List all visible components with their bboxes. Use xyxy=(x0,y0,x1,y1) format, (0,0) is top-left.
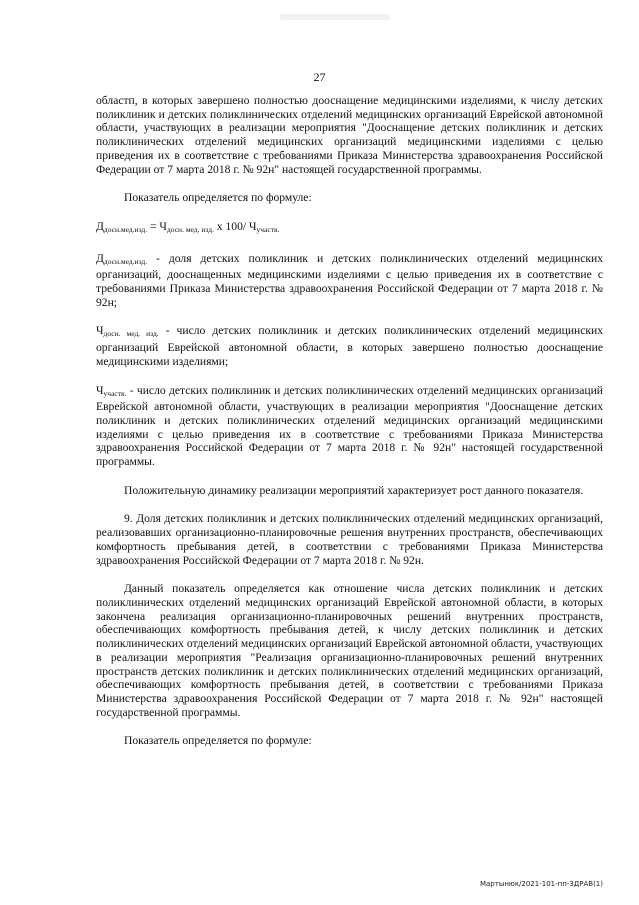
definition-d xyxy=(96,252,603,310)
formula-eq: = Ч xyxy=(147,219,167,233)
definition-uch-sub: участв. xyxy=(103,388,127,398)
definition-uch-text: - число детских поликлиник и детских поликлинических отделений медицинских организаций Еврейской автономной области, участвующих в реализации мероприятия "Дооснащение детских поликлиник и детских поликлинических отделений медицинских организаций медицинскими изделиями с целью приведения их в соответствие с требованиями Приказа Министерства здравоохранения Российской Федерации от 7 марта 2018 г. № 92н" настоящей государственной программы. xyxy=(96,383,603,469)
definition-d-symbol: Д xyxy=(96,251,104,265)
scan-mark xyxy=(280,14,390,20)
definition-uch xyxy=(96,384,603,469)
page-number: 27 xyxy=(313,70,326,84)
formula-intro-2: Показатель определяется по формуле: xyxy=(124,734,312,748)
indicator-9-heading: 9. Доля детских поликлиник и детских поликлинических отделений медицинских организаций, реализовавших организационно-планировочные решения внутренних пространств, обеспечивающих комфортность пребывания детей, в соответствии с требованиями Приказа Министерства здравоохранения Российской Федерации от 7 марта 2018 г. № 92н. xyxy=(96,512,603,567)
formula xyxy=(96,220,603,237)
document-body xyxy=(96,94,603,748)
definition-ch-symbol: Ч xyxy=(96,324,104,338)
formula-mid: х 100/ Ч xyxy=(213,219,257,233)
definition-d-text: - доля детских поликлиник и детских поликлинических отделений медицинских организаций, дооснащенных медицинскими изделиями с целью приведения их в соответствие с требованиями Приказа Министерства здравоохранения Российской Федерации от 7 марта 2018 г. № 92н; xyxy=(96,251,603,309)
document-footer: Мартынюк/2021-101-пп-ЗДРАВ(1) xyxy=(479,880,603,888)
formula-sub-ch: досн. мед. изд. xyxy=(166,224,214,234)
dynamics-paragraph: Положительную динамику реализации мероприятий характеризует рост данного показателя. xyxy=(124,483,584,497)
definition-d-sub: досн.мед.изд. xyxy=(103,256,148,266)
formula-sub-d: досн.мед.изд. xyxy=(103,224,148,234)
paragraph-continuation: областп, в которых завершено полностью дооснащение медицинскими изделиями, к числу детских поликлиник и детских поликлинических отделений медицинских организаций Еврейской автономной области, участвующих в реализации мероприятия "Дооснащение детских поликлиник и детских поликлинических отделений медицинских организаций медицинскими изделиями с целью приведения их в соответствие с требованиями Приказа Министерства здравоохранения Российской Федерации от 7 марта 2018 г. № 92н" настоящей государственной программы. xyxy=(96,94,603,176)
formula-intro: Показатель определяется по формуле: xyxy=(124,191,312,205)
definition-uch-symbol: Ч xyxy=(96,383,104,397)
definition-ch-text: - число детских поликлиник и детских поликлинических отделений медицинских организаций Еврейской автономной области, в которых завершено полностью дооснащение медицинскими изделиями; xyxy=(96,324,604,368)
formula-sub-uch: участв. xyxy=(256,224,280,234)
formula-symbol-d: Д xyxy=(96,219,104,233)
indicator-9-description: Данный показатель определяется как отношение числа детских поликлиник и детских поликлинических отделений медицинских организаций Еврейской автономной области, в которых закончена реализация организационно-планировочных решений внутренних пространств, обеспечивающих комфортность пребывания детей, к числу детских поликлиник и детских поликлинических отделений медицинских организаций Еврейской автономной области, участвующих в реализации мероприятия "Реализация организационно-планировочных решений внутренних пространств детских поликлиник и детских поликлинических отделений медицинских организаций, обеспечивающих комфортность пребывания детей, в соответствии с требованиями Приказа Министерства здравоохранения Российской Федерации от 7 марта 2018 г. № 92н" настоящей государственной программы. xyxy=(96,582,603,719)
definition-ch xyxy=(96,324,603,368)
definition-ch-sub: досн. мед. изд. xyxy=(103,329,159,339)
